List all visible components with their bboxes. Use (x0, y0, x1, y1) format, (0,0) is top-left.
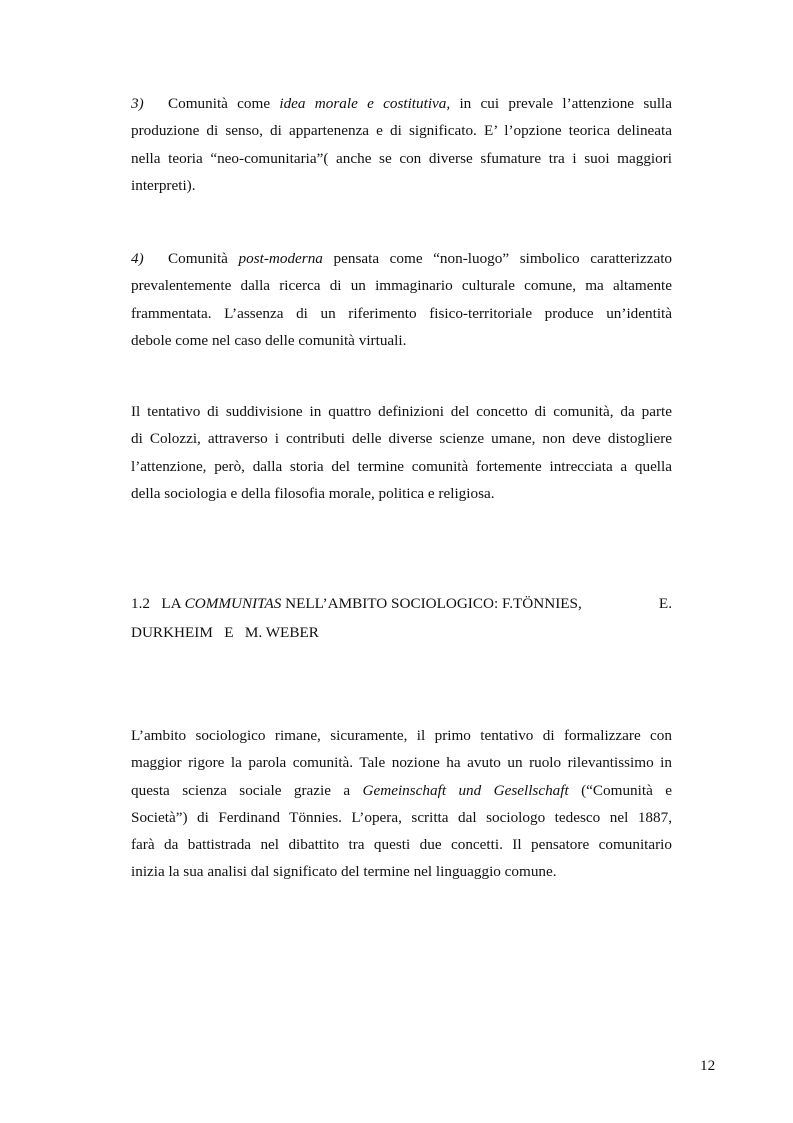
section-heading (131, 589, 672, 647)
italic-text: idea morale e costitutiva, (279, 95, 451, 112)
list-number: 3) (131, 95, 144, 112)
body-paragraph-1 (131, 398, 672, 507)
heading-line1-end: E. (658, 595, 672, 612)
text-line: prevalentemente dalla ricerca di un immaginario culturale comune, ma altamente (131, 277, 672, 295)
text-line: Il tentativo di suddivisione in quattro definizioni del concetto di comunità, da parte (131, 403, 672, 420)
heading-text-rest: NELL’AMBITO SOCIOLOGICO: F.TÖNNIES, (281, 595, 582, 612)
text-line: inizia la sua analisi dal significato del termine nel linguaggio comune. (131, 863, 557, 881)
body-paragraph-2 (131, 722, 672, 886)
text-line: L’ambito sociologico rimane, sicuramente, il primo tentativo di formalizzare con (131, 727, 672, 744)
italic-text: post-moderna (238, 250, 323, 267)
list-number: 4) (131, 250, 144, 267)
italic-text: Gemeinschaft und Gesellschaft (362, 781, 569, 799)
list-item-4 (131, 245, 672, 354)
text-line: nella teoria “neo-comunitaria”( anche se con diverse sfumature tra i suoi maggiori (131, 149, 672, 167)
heading-text-start: LA (161, 595, 185, 612)
text-line: debole come nel caso delle comunità virtuali. (131, 331, 407, 349)
text-line: 3) Comunità come idea morale e costitutiva, in cui prevale l’attenzione sulla (131, 90, 672, 117)
page-number: 12 (700, 1057, 716, 1074)
text-line: produzione di senso, di appartenenza e di significato. E’ l’opzione teorica delineata (131, 122, 672, 140)
heading-italic-word: COMMUNITAS (184, 595, 282, 612)
text-line: Società”) di Ferdinand Tönnies. L’opera, scritta dal sociologo tedesco nel 1887, (131, 808, 672, 826)
text-line: frammentata. L’assenza di un riferimento fisico-territoriale produce un’identità (131, 304, 672, 322)
list-item-3 (131, 90, 672, 199)
text-line: maggior rigore la parola comunità. Tale nozione ha avuto un ruolo rilevantissimo in (131, 754, 672, 772)
text-line: della sociologia e della filosofia morale, politica e religiosa. (131, 484, 495, 502)
text-line: questa scienza sociale grazie a Gemeinschaft und Gesellschaft (“Comunità e (131, 781, 672, 799)
section-number: 1.2 (131, 595, 150, 612)
text-line: di Colozzi, attraverso i contributi delle diverse scienze umane, non deve distogliere (131, 430, 672, 448)
text-line: interpreti). (131, 176, 196, 194)
text-line: farà da battistrada nel dibattito tra questi due concetti. Il pensatore comunitario (131, 836, 672, 854)
heading-line-2: DURKHEIM E M. WEBER (131, 624, 319, 641)
text-line: l’attenzione, però, dalla storia del termine comunità fortemente intrecciata a quella (131, 457, 672, 475)
text-line: 4) Comunità post-moderna pensata come “non-luogo” simbolico caratterizzato (131, 245, 672, 272)
